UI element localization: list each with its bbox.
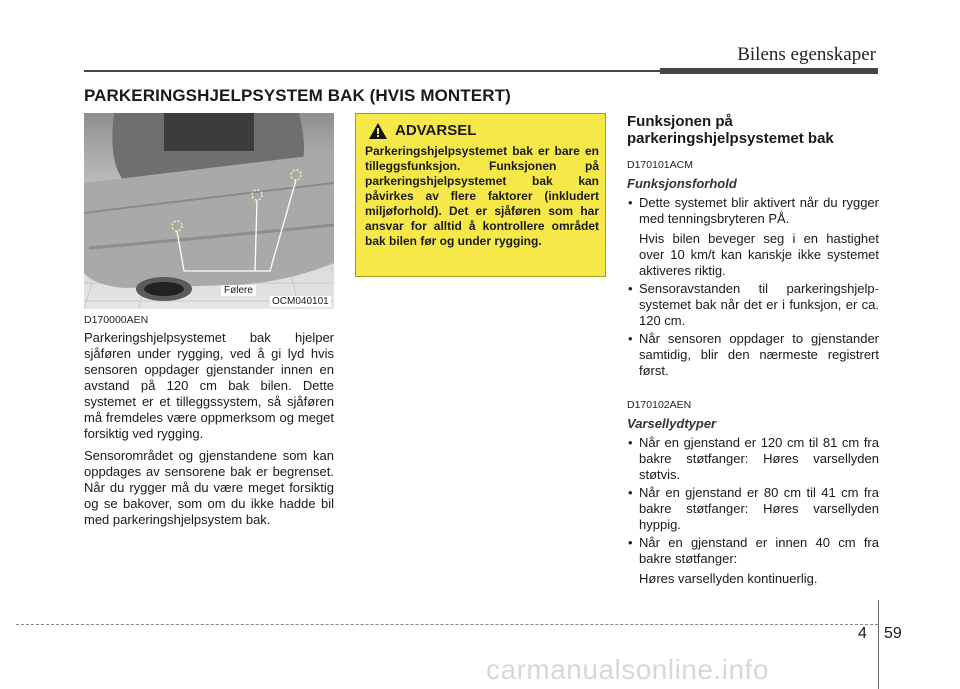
page-number: 59 (884, 625, 902, 642)
footer-divider (878, 600, 879, 689)
header-rule (84, 70, 660, 72)
subheading-warning-sounds: Varsellydtyper (627, 416, 717, 431)
figure-code: OCM040101 (272, 296, 329, 307)
sensor-label: Følere (221, 285, 256, 296)
warning-box (355, 113, 606, 277)
section-code: D170101ACM (627, 159, 693, 171)
subheading-conditions: Funksjonsforhold (627, 176, 737, 191)
paragraph: Sensorområdet og gjenstandene som kan oppdages av sensorene bak er begrenset. Når du rygger må du være meget forsiktig og se bakover, som om du ikke hadde bil med parkeringshjelpsystem bak. (84, 448, 334, 527)
left-column (84, 314, 334, 534)
list-item: • Dette systemet blir aktivert når du rygger med tenningsbryteren PÅ. Hvis bilen beveger seg i en hastighet over 10 km/t kan kanskje ikke systemet aktiveres riktig. (627, 195, 879, 279)
header-rule-thick (660, 68, 878, 74)
list-item: • Når sensoren oppdager to gjenstander samtidig, blir den nærmeste registrert først. (627, 331, 879, 379)
section-code: D170102AEN (627, 399, 692, 411)
car-illustration (84, 113, 334, 309)
footer-rule (16, 624, 878, 625)
warning-text: Parkeringshjelpsystemet bak er bare en tilleggsfunksjon. Funksjonen på parkeringshjelpsystemet bak kan påvirkes av flere faktorer (inkludert miljøforhold). Det er sjåføren som har ansvar for alltid å kontrollere området bak bilen før og under rygging. (365, 144, 599, 248)
function-heading: Funksjonen på parkeringshjelpsystemet bak (627, 113, 834, 147)
watermark: carmanualsonline.info (486, 654, 769, 685)
chapter-number: 4 (858, 625, 867, 642)
right-column (627, 113, 879, 589)
section-code: D170000AEN (84, 314, 149, 326)
list-item: • Når en gjenstand er innen 40 cm fra bakre støtfanger: Høres varsellyden kontinuerlig. (627, 535, 879, 587)
rear-bumper-photo (84, 113, 334, 309)
list-item: • Sensoravstanden til parkeringshjelp- systemet bak når det er i funksjon, er ca. 120 cm. (627, 281, 879, 329)
list-item: • Når en gjenstand er 120 cm til 81 cm fra bakre støtfanger: Høres varsellyden støtvis. (627, 435, 879, 483)
section-title: PARKERINGSHJELPSYSTEM BAK (HVIS MONTERT) (84, 86, 511, 105)
chapter-title: Bilens egenskaper (737, 44, 876, 65)
list-item: • Når en gjenstand er 80 cm til 41 cm fra bakre støtfanger: Høres varsellyden hyppig. (627, 485, 879, 533)
warning-title: ADVARSEL (395, 122, 477, 139)
paragraph: Parkeringshjelpsystemet bak hjelper sjåføren under rygging, ved å gi lyd hvis sensoren oppdager gjenstander innen en avstand på 120 cm bak bilen. Dette systemet er et tilleggssystem, så sjåføren må fremdeles være oppmerksom og meget forsiktig ved rygging. (84, 330, 334, 441)
warning-icon (369, 123, 387, 139)
